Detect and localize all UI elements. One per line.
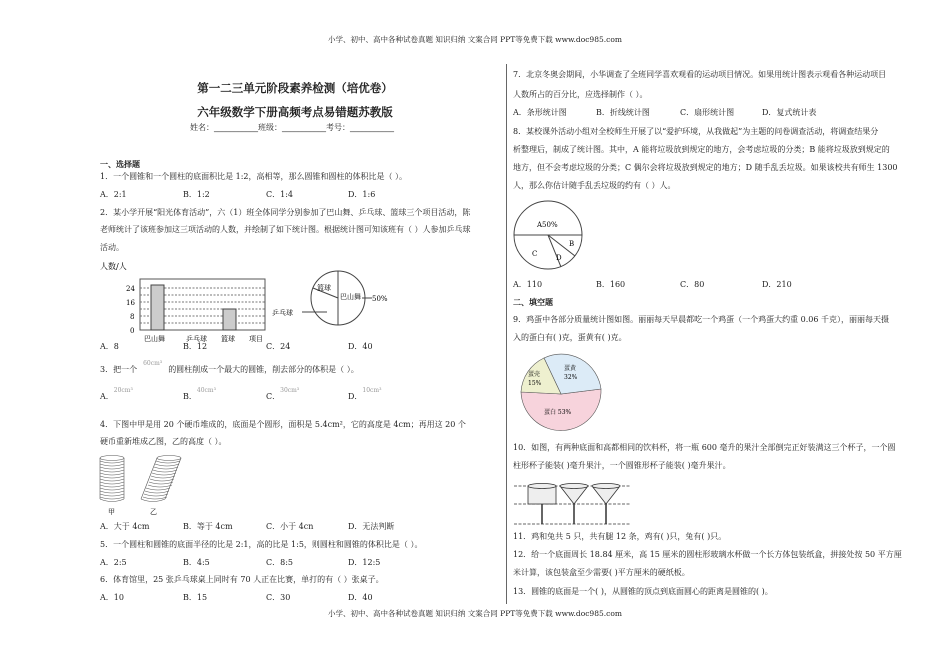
q7-option-d[interactable]: D．复式统计表	[762, 108, 817, 117]
q3-option-c[interactable]	[266, 387, 300, 403]
pie-label-lanqiu: 篮球	[317, 284, 331, 292]
page-subtitle: 六年级数学下册高频考点易错题苏教版	[197, 105, 393, 119]
q1-text: 1．一个圆锥和一个圆柱的底面积比是 1:2，高相等，那么圆锥和圆柱的体积比是（ ）。	[100, 172, 408, 181]
q8-option-c[interactable]: C．80	[680, 280, 705, 289]
pie-label-pct: 50%	[372, 295, 388, 303]
q3-text	[100, 360, 359, 376]
q3-text-post: 的圆柱削成一个最大的圆锥，削去部分的体积是（ ）。	[168, 365, 359, 374]
q7-option-c[interactable]: C．扇形统计图	[680, 108, 735, 117]
q4-text-line2: 硬币重新堆成乙图，乙的高度（ ）。	[100, 437, 227, 446]
q8-option-d[interactable]: D．210	[762, 280, 792, 289]
q3-option-a[interactable]	[100, 387, 133, 403]
label-shell: 蛋壳	[528, 371, 541, 378]
column-divider	[506, 64, 507, 604]
q5-option-a[interactable]: A．2:5	[100, 558, 127, 567]
q5-option-b[interactable]: B．4:5	[183, 558, 210, 567]
q8-text-line1: 8．某校课外活动小组对全校师生开展了以“爱护环境，从我做起”为主题的问卷调查活动，将调查结果分	[513, 127, 879, 136]
q10-text-line2: 柱形杯子能装( )毫升果汁，一个圆锥形杯子能装( )毫升果汁。	[513, 461, 731, 470]
q1-option-d[interactable]: D．1:6	[348, 190, 376, 199]
label-white: 蛋白 53%	[544, 409, 572, 416]
q4-option-b[interactable]: B．等于 4cm	[183, 522, 233, 531]
q6-option-c[interactable]: C．30	[266, 593, 291, 602]
q9-text-line2: 入的蛋白有( )克，蛋黄有( )克。	[513, 333, 627, 342]
q9-pie-chart	[518, 352, 604, 434]
bar-chart-ylabel: 人数/人	[100, 262, 127, 271]
q9-text-line1: 9．鸡蛋中各部分质量统计图如图。丽丽每天早晨都吃一个鸡蛋（一个鸡蛋大约重 0.06 千克），丽丽每天摄	[513, 315, 889, 324]
cups-figure	[512, 480, 632, 526]
q2-bar-chart	[100, 260, 270, 348]
q4-option-a[interactable]: A．大于 4cm	[100, 522, 150, 531]
student-info-line: 姓名：___________班级：___________考号：___________	[190, 123, 394, 132]
option-value: 40cm³	[196, 387, 216, 394]
q7-option-a[interactable]: A．条形统计图	[513, 108, 567, 117]
coin-stack-straight	[100, 456, 124, 502]
bar-bashanwu	[151, 285, 164, 330]
q2-option-a[interactable]: A．8	[100, 342, 119, 351]
option-value: 30cm³	[280, 387, 300, 394]
q7-text-line1: 7．北京冬奥会期间，小华调查了全班同学喜欢观看的运动项目情况。如果用统计图表示观看各种运动项目	[513, 70, 887, 79]
q5-option-d[interactable]: D．12:5	[348, 558, 381, 567]
cylinder-cup	[528, 484, 556, 525]
coin-stack-slanted	[141, 456, 181, 502]
coin-stacks-figure	[98, 455, 188, 517]
q3-text-pre: 3．把一个	[100, 365, 138, 374]
q10-text-line1: 10．如图，有两种底面和高都相同的饮料杯，将一瓶 600 毫升的果汁全部倒完正好装满这三个杯子，一个圆	[513, 443, 896, 452]
q3-option-b[interactable]	[183, 387, 216, 403]
pie-label-c: C	[532, 250, 538, 258]
q12-text-line1: 12．给一个底面周长 18.84 厘米，高 15 厘米的圆柱形玻璃水杯做一个长方体包装纸盒，拼接处按 50 平方厘	[513, 550, 902, 559]
q4-option-c[interactable]: C．小于 4cn	[266, 522, 314, 531]
q6-option-b[interactable]: B．15	[183, 593, 208, 602]
q7-text-line2: 人数所占的百分比，应选择制作（ ）。	[513, 90, 648, 99]
ytick-8: 8	[130, 313, 135, 321]
xcat-lanqiu: 篮球	[221, 335, 235, 343]
q8-pie-chart	[512, 200, 587, 272]
q3-option-d[interactable]	[348, 387, 382, 403]
label-yolk-pct: 32%	[564, 374, 578, 381]
q8-text-line4: 人，那么你估计随手乱丢垃圾的约有（ ）人。	[513, 181, 676, 190]
q11-text: 11．鸡和兔共 5 只，共有腿 12 条，鸡有( )只，兔有( )只。	[513, 532, 727, 541]
label-shell-pct: 15%	[528, 380, 542, 387]
q6-text: 6．体育馆里，25 张乒乓球桌上同时有 70 人正在比赛，单打的有（ ）张桌子。	[100, 575, 384, 584]
footer-watermark: 小学、初中、高中各种试卷真题 知识归纳 文案合同 PPT等免费下载 www.doc985.com	[328, 609, 622, 618]
label-jia: 甲	[108, 508, 115, 516]
xlabel: 项目	[249, 335, 263, 343]
pie-label-pingpong: 乒乓球	[272, 309, 293, 317]
q4-option-d[interactable]: D．无法判断	[348, 522, 395, 531]
q8-option-a[interactable]: A．110	[513, 280, 543, 289]
q1-option-a[interactable]: A．2:1	[100, 190, 127, 199]
q12-text-line2: 米计算，该包装盒至少需要( )平方厘米的硬纸板。	[513, 568, 690, 577]
option-letter: D．	[348, 392, 363, 401]
q13-text: 13．圆锥的底面是一个( )，从圆锥的顶点到底面圆心的距离是圆锥的( )。	[513, 587, 773, 596]
label-yolk: 蛋黄	[564, 365, 577, 372]
option-letter: C．	[266, 392, 281, 401]
q8-option-b[interactable]: B．160	[596, 280, 626, 289]
q3-volume: 60cm³	[143, 360, 163, 367]
q1-option-b[interactable]: B．1:2	[183, 190, 210, 199]
q2-text-line2: 老师统计了该班参加这三项活动的人数，并绘制了如下统计图。根据统计图可知该班有（ ）人参加乒乓球	[100, 225, 471, 234]
pie-label-a: A50%	[537, 221, 558, 229]
xcat-bashanwu: 巴山舞	[144, 335, 165, 343]
q8-text-line3: 地方，但不会考虑垃圾的分类；C 偶尔会将垃圾放到规定的地方；D 随手乱丢垃圾。如果该校共有师生 1300	[513, 163, 898, 172]
ytick-24: 24	[126, 285, 135, 293]
option-letter: A．	[100, 392, 114, 401]
q2-text-line1: 2．某小学开展“阳光体育活动”，六（1）班全体同学分别参加了巴山舞、乒乓球、篮球三个项目活动，陈	[100, 208, 471, 217]
section-choice-heading: 一、选择题	[100, 160, 140, 169]
header-watermark: 小学、初中、高中各种试卷真题 知识归纳 文案合同 PPT等免费下载 www.doc985.com	[328, 35, 622, 44]
q2-option-b[interactable]: B．12	[183, 342, 208, 351]
q5-option-c[interactable]: C．8:5	[266, 558, 293, 567]
pie-label-d: D	[556, 254, 562, 262]
pie-label-bashanwu: 巴山舞	[340, 293, 361, 301]
q8-text-line2: 析整理后，制成了统计图。其中，A 能将垃圾放到规定的地方，会考虑垃圾的分类；B 能将垃圾放到规定的	[513, 145, 890, 154]
label-yi: 乙	[150, 508, 157, 516]
q2-option-d[interactable]: D．40	[348, 342, 373, 351]
option-value: 20cm³	[113, 387, 133, 394]
q2-text-line3: 活动。	[100, 243, 124, 252]
pie-label-b: B	[569, 240, 575, 248]
option-letter: B．	[183, 392, 197, 401]
option-value: 10cm³	[362, 387, 382, 394]
q7-option-b[interactable]: B．折线统计图	[596, 108, 650, 117]
q1-option-c[interactable]: C．1:4	[266, 190, 293, 199]
q2-pie-chart	[272, 268, 392, 330]
ytick-16: 16	[126, 299, 135, 307]
q6-option-a[interactable]: A．10	[100, 593, 124, 602]
q5-text: 5．一个圆柱和圆锥的底面半径的比是 2:1，高的比是 1:5，则圆柱和圆锥的体积比是（ ）。	[100, 540, 423, 549]
q6-option-d[interactable]: D．40	[348, 593, 373, 602]
bar-lanqiu	[223, 309, 236, 330]
ytick-0: 0	[130, 327, 135, 335]
page-title: 第一二三单元阶段素养检测（培优卷）	[197, 81, 393, 95]
xcat-pingpong: 乒乓球	[186, 335, 207, 343]
q4-text-line1: 4．下图中甲是用 20 个硬币堆成的，底面是个圆形，面积是 5.4cm²，它的高度是 4cm；再用这 20 个	[100, 420, 466, 429]
section-fill-heading: 二、填空题	[513, 298, 553, 307]
q2-option-c[interactable]: C．24	[266, 342, 291, 351]
